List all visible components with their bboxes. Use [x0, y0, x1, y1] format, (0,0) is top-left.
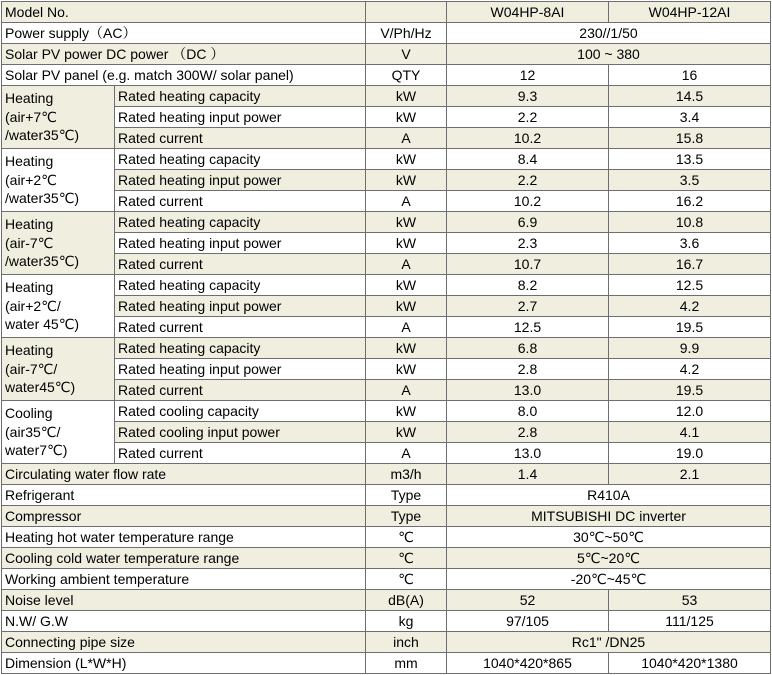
- spec-row: [2, 590, 771, 611]
- spec-label: Rated heating capacity: [115, 338, 366, 359]
- condition-line: (air+7℃: [5, 108, 57, 125]
- spec-value-model-a: 10.2: [447, 191, 609, 212]
- condition-line: water7℃): [5, 442, 68, 458]
- condition-line: (air+2℃: [5, 171, 57, 188]
- spec-label: Noise level: [2, 590, 366, 611]
- spec-unit: Type: [366, 485, 447, 506]
- spec-row: [2, 527, 771, 548]
- spec-value-model-b: 1040*420*1380: [609, 653, 771, 674]
- spec-unit: kW: [366, 170, 447, 191]
- header-unit: [366, 2, 447, 23]
- header-row: [2, 2, 771, 23]
- spec-value-model-a: 9.3: [447, 86, 609, 107]
- spec-label: Rated current: [115, 128, 366, 149]
- condition-line: water45℃): [5, 379, 76, 395]
- spec-value-model-a: 6.9: [447, 212, 609, 233]
- spec-row: [2, 464, 771, 485]
- spec-value-model-b: 16: [609, 65, 771, 86]
- spec-value-model-b: 4.2: [609, 296, 771, 317]
- spec-unit: kW: [366, 233, 447, 254]
- spec-value-model-a: 52: [447, 590, 609, 611]
- condition-group-label: [2, 212, 115, 275]
- spec-row: [2, 653, 771, 674]
- condition-line: /water35℃): [5, 127, 80, 143]
- spec-value-shared: MITSUBISHI DC inverter: [447, 506, 771, 527]
- spec-unit: ℃: [366, 548, 447, 569]
- spec-value-model-a: 2.2: [447, 107, 609, 128]
- spec-value-model-a: 10.7: [447, 254, 609, 275]
- spec-value-model-a: 1.4: [447, 464, 609, 485]
- spec-row: [2, 233, 771, 254]
- spec-row: [2, 107, 771, 128]
- condition-group-label: [2, 86, 115, 149]
- spec-unit: A: [366, 317, 447, 338]
- condition-line: (air35℃/: [5, 423, 61, 440]
- spec-unit: ℃: [366, 527, 447, 548]
- spec-unit: kW: [366, 212, 447, 233]
- spec-label: Rated current: [115, 443, 366, 464]
- model-b-name: W04HP-12AI: [609, 2, 771, 23]
- condition-line: /water35℃): [5, 190, 80, 206]
- spec-value-model-b: 16.2: [609, 191, 771, 212]
- spec-row: [2, 506, 771, 527]
- spec-value-model-a: 2.7: [447, 296, 609, 317]
- spec-value-model-a: 1040*420*865: [447, 653, 609, 674]
- spec-label: Power supply（AC）: [2, 23, 366, 44]
- spec-label: Rated current: [115, 191, 366, 212]
- spec-value-model-a: 13.0: [447, 380, 609, 401]
- condition-line: (air-7℃: [5, 234, 54, 251]
- spec-unit: dB(A): [366, 590, 447, 611]
- spec-label: Circulating water flow rate: [2, 464, 366, 485]
- spec-value-shared: Rc1" /DN25: [447, 632, 771, 653]
- spec-row: [2, 569, 771, 590]
- condition-line: Cooling: [5, 405, 53, 421]
- spec-row: [2, 212, 771, 233]
- spec-value-model-b: 14.5: [609, 86, 771, 107]
- spec-value-model-a: 13.0: [447, 443, 609, 464]
- condition-line: (air-7℃/: [5, 360, 58, 377]
- spec-label: Rated current: [115, 380, 366, 401]
- spec-label: Rated heating input power: [115, 296, 366, 317]
- spec-value-model-b: 2.1: [609, 464, 771, 485]
- spec-row: [2, 275, 771, 296]
- spec-row: [2, 611, 771, 632]
- spec-value-model-b: 19.0: [609, 443, 771, 464]
- spec-value-model-b: 12.0: [609, 401, 771, 422]
- condition-line: Heating: [5, 279, 54, 295]
- spec-value-model-b: 4.1: [609, 422, 771, 443]
- spec-value-model-a: 97/105: [447, 611, 609, 632]
- spec-value-shared: 5℃~20℃: [447, 548, 771, 569]
- spec-unit: A: [366, 128, 447, 149]
- spec-value-shared: R410A: [447, 485, 771, 506]
- spec-row: [2, 191, 771, 212]
- spec-row: [2, 548, 771, 569]
- spec-label: Rated heating capacity: [115, 86, 366, 107]
- spec-table: [1, 1, 771, 674]
- condition-line: (air+2℃/: [5, 297, 61, 314]
- spec-unit: V: [366, 44, 447, 65]
- spec-value-model-a: 2.3: [447, 233, 609, 254]
- spec-row: [2, 443, 771, 464]
- spec-value-shared: -20℃~45℃: [447, 569, 771, 590]
- condition-group-label: [2, 275, 115, 338]
- spec-value-model-a: 12: [447, 65, 609, 86]
- spec-label: Rated cooling input power: [115, 422, 366, 443]
- spec-value-model-b: 12.5: [609, 275, 771, 296]
- condition-group-label: [2, 338, 115, 401]
- spec-row: [2, 44, 771, 65]
- spec-value-model-b: 19.5: [609, 317, 771, 338]
- spec-row: [2, 65, 771, 86]
- spec-value-model-b: 53: [609, 590, 771, 611]
- spec-unit: A: [366, 254, 447, 275]
- spec-unit: kW: [366, 275, 447, 296]
- spec-label: Rated heating capacity: [115, 275, 366, 296]
- spec-row: [2, 254, 771, 275]
- spec-value-shared: 30℃~50℃: [447, 527, 771, 548]
- spec-label: Rated heating capacity: [115, 149, 366, 170]
- spec-label: Rated heating input power: [115, 233, 366, 254]
- spec-label: N.W/ G.W: [2, 611, 366, 632]
- spec-unit: kW: [366, 401, 447, 422]
- spec-unit: kW: [366, 107, 447, 128]
- spec-label: Rated heating input power: [115, 170, 366, 191]
- spec-value-model-a: 8.4: [447, 149, 609, 170]
- spec-label: Solar PV panel (e.g. match 300W/ solar panel): [2, 65, 366, 86]
- spec-label: Rated cooling capacity: [115, 401, 366, 422]
- spec-value-model-b: 10.8: [609, 212, 771, 233]
- spec-label: Connecting pipe size: [2, 632, 366, 653]
- spec-label: Heating hot water temperature range: [2, 527, 366, 548]
- spec-unit: kW: [366, 338, 447, 359]
- spec-row: [2, 86, 771, 107]
- header-label: Model No.: [2, 2, 366, 23]
- spec-unit: mm: [366, 653, 447, 674]
- spec-unit: kW: [366, 359, 447, 380]
- condition-line: Heating: [5, 216, 54, 232]
- spec-label: Dimension (L*W*H): [2, 653, 366, 674]
- spec-value-shared: 230//1/50: [447, 23, 771, 44]
- spec-value-model-b: 16.7: [609, 254, 771, 275]
- spec-unit: A: [366, 380, 447, 401]
- spec-unit: A: [366, 443, 447, 464]
- condition-line: water 45℃): [5, 316, 80, 332]
- spec-unit: kW: [366, 296, 447, 317]
- spec-label: Rated heating input power: [115, 359, 366, 380]
- spec-label: Rated current: [115, 317, 366, 338]
- spec-label: Cooling cold water temperature range: [2, 548, 366, 569]
- spec-row: [2, 359, 771, 380]
- spec-unit: A: [366, 191, 447, 212]
- condition-group-label: [2, 149, 115, 212]
- spec-value-model-a: 10.2: [447, 128, 609, 149]
- condition-group-label: [2, 401, 115, 464]
- spec-value-model-a: 8.2: [447, 275, 609, 296]
- spec-row: [2, 380, 771, 401]
- spec-label: Refrigerant: [2, 485, 366, 506]
- spec-label: Rated heating capacity: [115, 212, 366, 233]
- spec-value-model-a: 12.5: [447, 317, 609, 338]
- spec-value-model-b: 15.8: [609, 128, 771, 149]
- spec-value-model-a: 2.8: [447, 359, 609, 380]
- spec-value-model-a: 8.0: [447, 401, 609, 422]
- spec-unit: ℃: [366, 569, 447, 590]
- spec-value-shared: 100 ~ 380: [447, 44, 771, 65]
- spec-label: Rated heating input power: [115, 107, 366, 128]
- spec-value-model-b: 3.6: [609, 233, 771, 254]
- spec-label: Working ambient temperature: [2, 569, 366, 590]
- spec-unit: QTY: [366, 65, 447, 86]
- condition-line: /water35℃): [5, 253, 80, 269]
- condition-line: Heating: [5, 153, 54, 169]
- spec-row: [2, 128, 771, 149]
- spec-label: Solar PV power DC power （DC ）: [2, 44, 366, 65]
- spec-unit: V/Ph/Hz: [366, 23, 447, 44]
- spec-value-model-b: 13.5: [609, 149, 771, 170]
- spec-value-model-b: 3.4: [609, 107, 771, 128]
- spec-value-model-a: 2.2: [447, 170, 609, 191]
- spec-label: Rated current: [115, 254, 366, 275]
- condition-line: Heating: [5, 90, 54, 106]
- spec-unit: Type: [366, 506, 447, 527]
- spec-row: [2, 23, 771, 44]
- spec-unit: inch: [366, 632, 447, 653]
- spec-row: [2, 149, 771, 170]
- spec-value-model-b: 3.5: [609, 170, 771, 191]
- spec-row: [2, 296, 771, 317]
- spec-value-model-b: 111/125: [609, 611, 771, 632]
- spec-value-model-a: 2.8: [447, 422, 609, 443]
- model-a-name: W04HP-8AI: [447, 2, 609, 23]
- condition-line: Heating: [5, 342, 54, 358]
- spec-value-model-b: 4.2: [609, 359, 771, 380]
- spec-unit: kW: [366, 149, 447, 170]
- spec-unit: kW: [366, 86, 447, 107]
- spec-row: [2, 401, 771, 422]
- spec-row: [2, 170, 771, 191]
- spec-unit: kW: [366, 422, 447, 443]
- spec-row: [2, 422, 771, 443]
- spec-value-model-a: 6.8: [447, 338, 609, 359]
- spec-label: Compressor: [2, 506, 366, 527]
- spec-row: [2, 485, 771, 506]
- spec-row: [2, 317, 771, 338]
- spec-unit: m3/h: [366, 464, 447, 485]
- spec-unit: kg: [366, 611, 447, 632]
- spec-row: [2, 632, 771, 653]
- spec-row: [2, 338, 771, 359]
- spec-value-model-b: 9.9: [609, 338, 771, 359]
- spec-table-body: [2, 2, 771, 674]
- spec-value-model-b: 19.5: [609, 380, 771, 401]
